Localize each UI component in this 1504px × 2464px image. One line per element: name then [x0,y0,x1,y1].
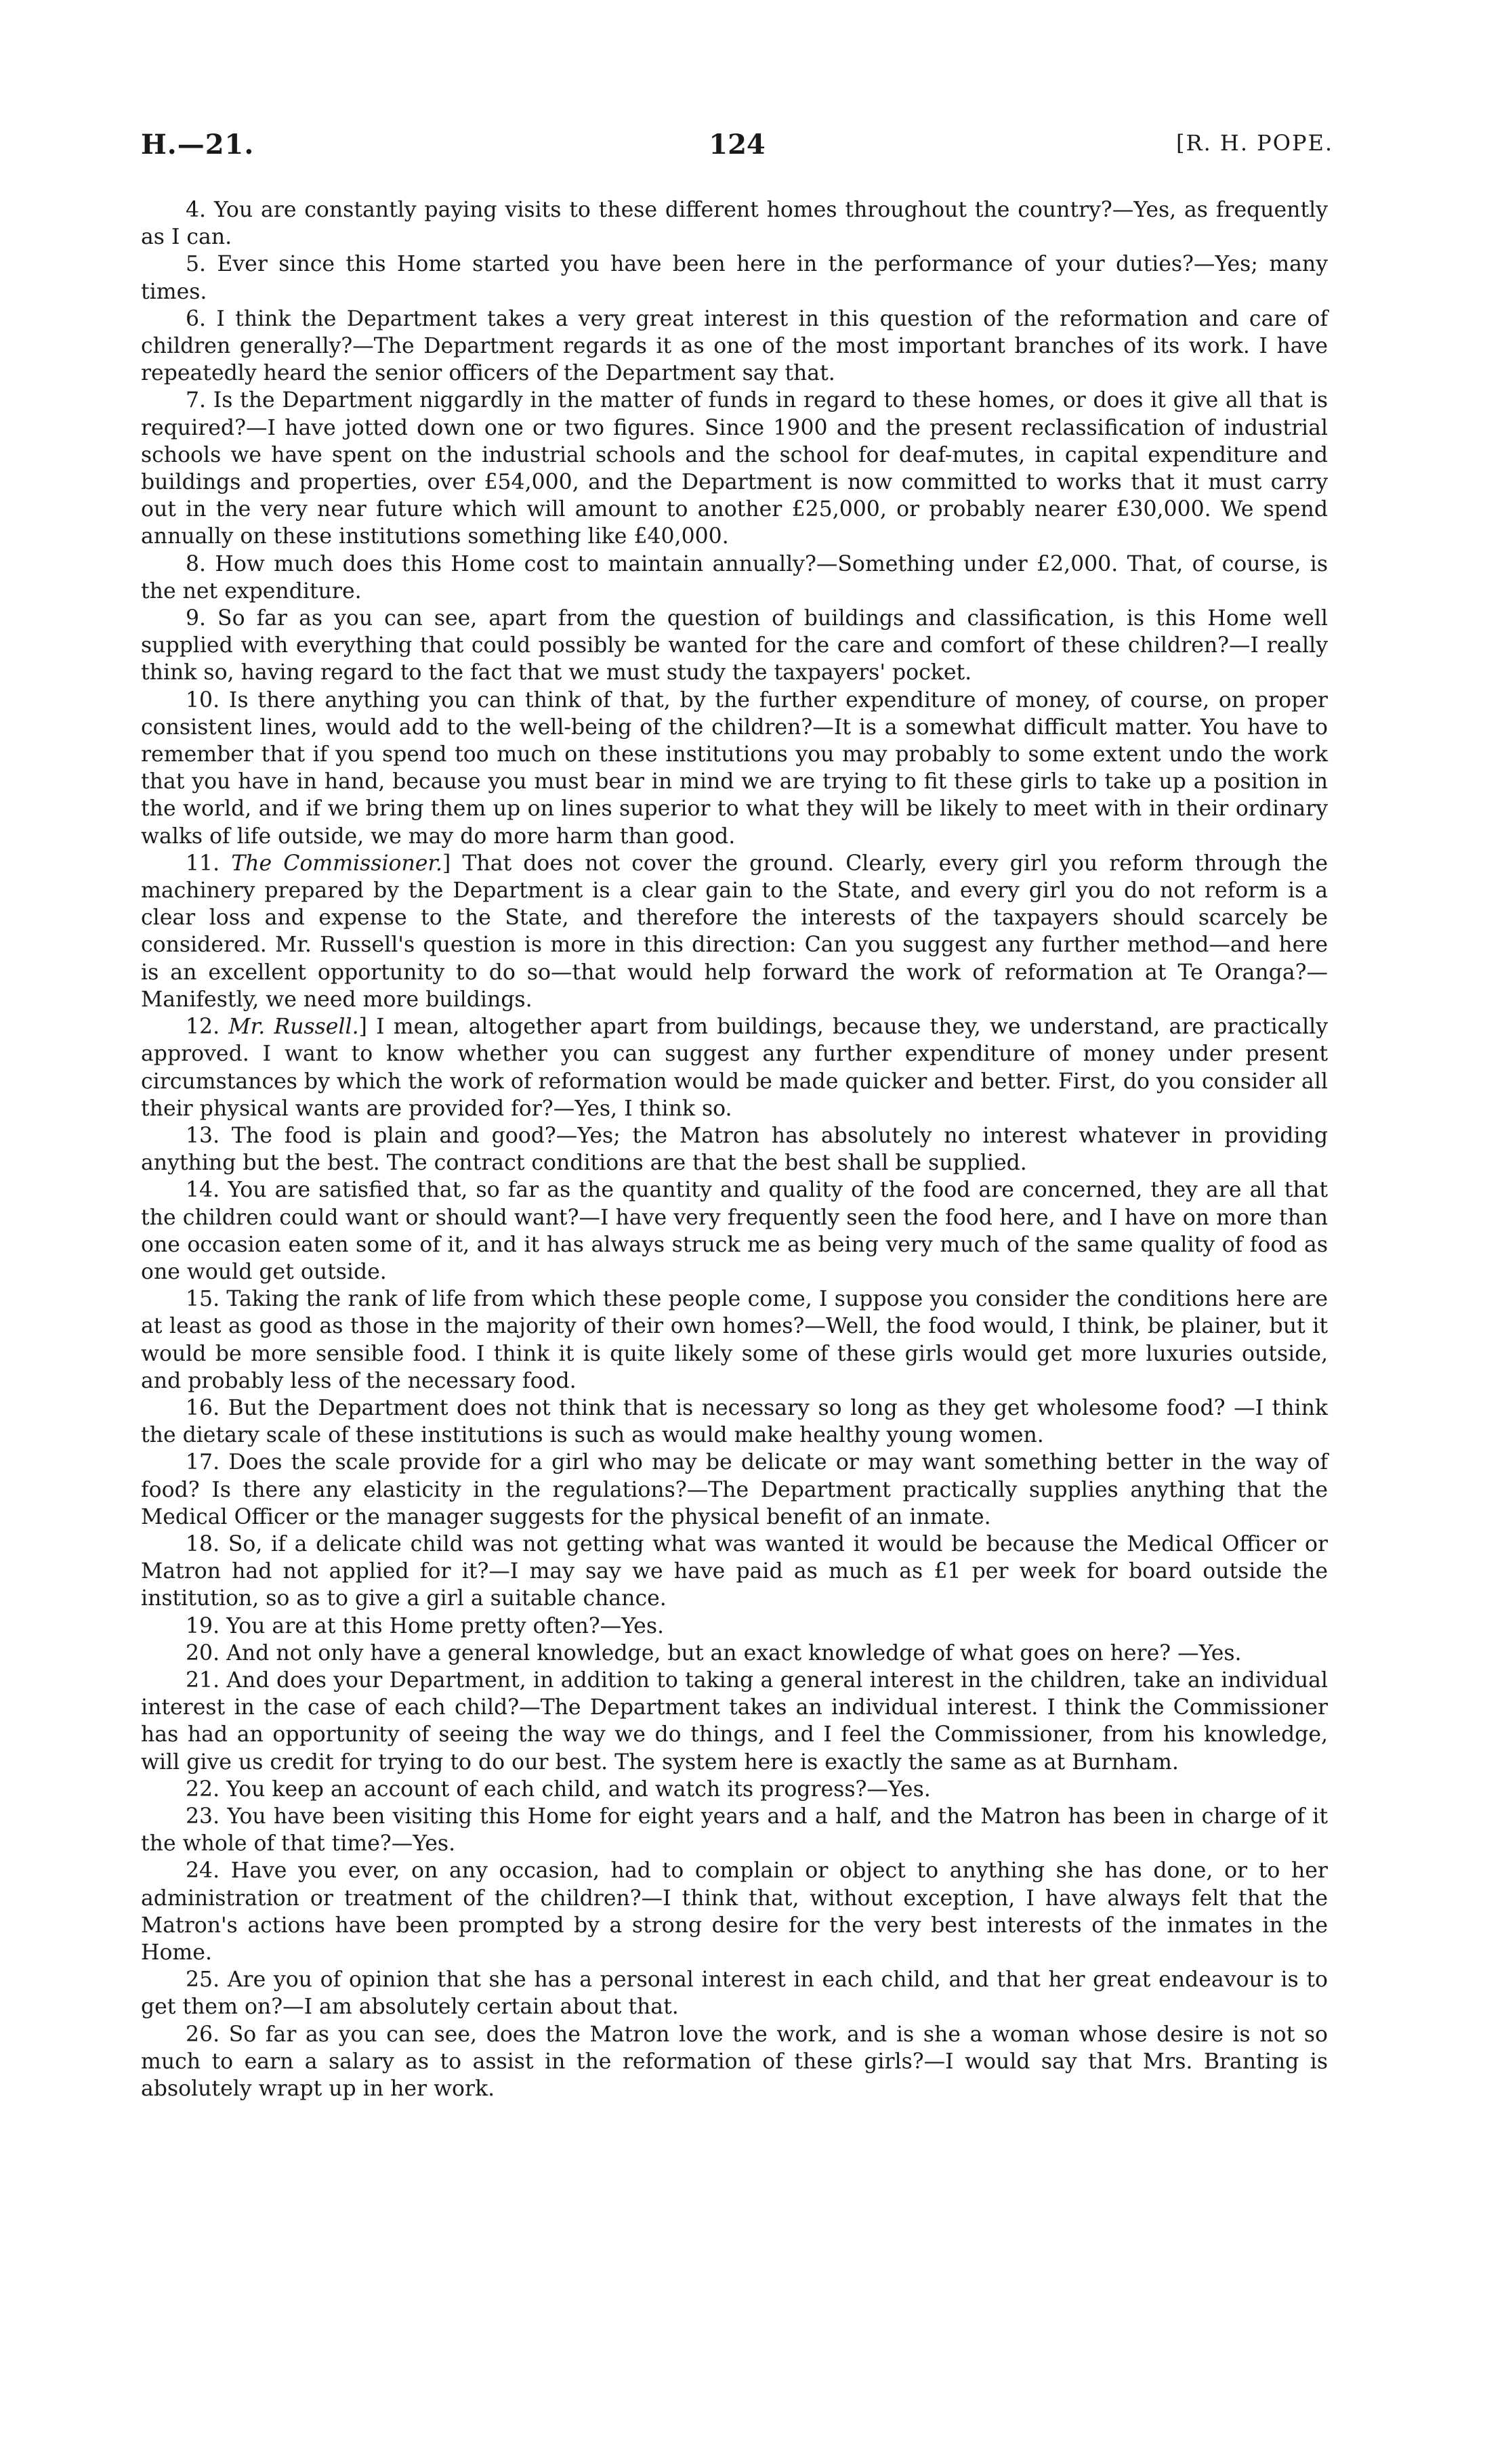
paragraph: 9. So far as you can see, apart from the question of buildings and classification, is this Home well supplied with everything that could possibly be wanted for the care and comfort of these children?—I really think so, having regard to the fact that we must study the taxpayers' pocket. [141,606,1328,685]
paragraph: 16. But the Department does not think that is necessary so long as they get wholesome food? —I think the dietary scale of these institutions is such as would make healthy young women. [141,1395,1328,1448]
paragraph: 14. You are satisfied that, so far as the quantity and quality of the food are concerned, they are all that the children could want or should want?—I have very frequently seen the food here, and I have on more than one occasion eaten some of it, and it has always struck me as being very much of the same quality of food as one would get outside. [141,1178,1328,1284]
body-text [141,196,1328,2102]
paragraph: 7. Is the Department niggardly in the matter of funds in regard to these homes, or does it give all that is required?—I have jotted down one or two figures. Since 1900 and the present reclassification of industrial schools we have spent on the industrial schools and the school for deaf-mutes, in capital expenditure and buildings and properties, over £54,000, and the Department is now committed to works that it must carry out in the very near future which will amount to another £25,000, or probably nearer £30,000. We spend annually on these institutions something like £40,000. [141,388,1328,549]
paragraph: 19. You are at this Home pretty often?—Yes. [186,1613,664,1638]
paragraph: 26. So far as you can see, does the Matron love the work, and is she a woman whose desire is not so much to earn a salary as to assist in the reformation of these girls?—I would say that Mrs. Branting is absolutely wrapt up in her work. [141,2022,1328,2102]
paragraph: 12. Mr. Russell.] I mean, altogether apart from buildings, because they, we understand, are practically approved. I want to know whether you can suggest any further expenditure of money under present circumstances by which the work of reformation would be made quicker and better. First, do you consider all their physical wants are provided for?—Yes, I think so. [141,1015,1329,1121]
witness-name: [R. H. POPE. [1176,130,1333,156]
paragraph: 4. You are constantly paying visits to these different homes throughout the country?—Yes, as frequently as I can. [141,198,1328,250]
paragraph: 24. Have you ever, on any occasion, had to complain or object to anything she has done, or to her administration or treatment of the children?—I think that, without exception, I have always felt that the Matron's actions have been prompted by a strong desire for the very best interests of the inmates in the Home. [141,1858,1328,1965]
paragraph: 10. Is there anything you can think of that, by the further expenditure of money, of course, on proper consistent lines, would add to the well-being of the children?—It is a somewhat difficult matter. You have to remember that if you spend too much on these institutions you may probably to some extent undo the work that you have in hand, because you must bear in mind we are trying to fit these girls to take up a position in the world, and if we bring them up on lines superior to what they will be likely to meet with in their ordinary walks of life outside, we may do more harm than good. [141,687,1328,849]
page-number: 124 [709,129,766,161]
paragraph: 13. The food is plain and good?—Yes; the Matron has absolutely no interest whatever in providing anything but the best. The contract conditions are that the best shall be supplied. [141,1123,1328,1176]
paragraph: 18. So, if a delicate child was not getting what was wanted it would be because the Medical Officer or Matron had not applied for it?—I may say we have paid as much as £1 per week for board outside the institution, so as to give a girl a suitable chance. [141,1531,1328,1611]
page-header [141,129,1333,169]
paragraph: 25. Are you of opinion that she has a personal interest in each child, and that her great endeavour is to get them on?—I am absolutely certain about that. [141,1968,1328,2020]
paragraph: 20. And not only have a general knowledge, but an exact knowledge of what goes on here? —Yes. [186,1640,1242,1665]
document-reference: H.—21. [141,129,255,161]
paragraph: 8. How much does this Home cost to maintain annually?—Something under £2,000. That, of course, is the net expenditure. [141,551,1328,603]
paragraph: 22. You keep an account of each child, and watch its progress?—Yes. [186,1777,931,1802]
paragraph: 17. Does the scale provide for a girl who may be delicate or may want something better in the way of food? Is there any elasticity in the regulations?—The Department practically supplies anything that the Medical Officer or the manager suggests for the physical benefit of an inmate. [141,1450,1328,1529]
paragraph: 6. I think the Department takes a very great interest in this question of the reformation and care of children generally?—The Department regards it as one of the most important branches of its work. I have repeatedly heard the senior officers of the Department say that. [141,306,1328,386]
paragraph: 23. You have been visiting this Home for eight years and a half, and the Matron has been in charge of it the whole of that time?—Yes. [141,1804,1328,1856]
paragraph: 5. Ever since this Home started you have been here in the performance of your duties?—Yes; many times. [141,252,1328,304]
paragraph: 15. Taking the rank of life from which these people come, I suppose you consider the conditions here are at least as good as those in the majority of their own homes?—Well, the food would, I think, be plainer, but it would be more sensible food. I think it is quite likely some of these girls would get more luxuries outside, and probably less of the necessary food. [141,1287,1328,1393]
paragraph: 21. And does your Department, in addition to taking a general interest in the children, take an individual interest in the case of each child?—The Department takes an individual interest. I think the Commissioner has had an opportunity of seeing the way we do things, and I feel the Commissioner, from his knowledge, will give us credit for trying to do our best. The system here is exactly the same as at Burnham. [141,1668,1328,1775]
paragraph: 11. The Commissioner.] That does not cover the ground. Clearly, every girl you reform through the machinery prepared by the Department is a clear gain to the State, and every girl you do not reform is a clear loss and expense to the State, and therefore the interests of the taxpayers should scarcely be considered. Mr. Russell's question is more in this direction: Can you suggest any further method—and here is an excellent opportunity to do so—that would help forward the work of reformation at Te Oranga?—Manifestly, we need more buildings. [141,851,1329,1012]
